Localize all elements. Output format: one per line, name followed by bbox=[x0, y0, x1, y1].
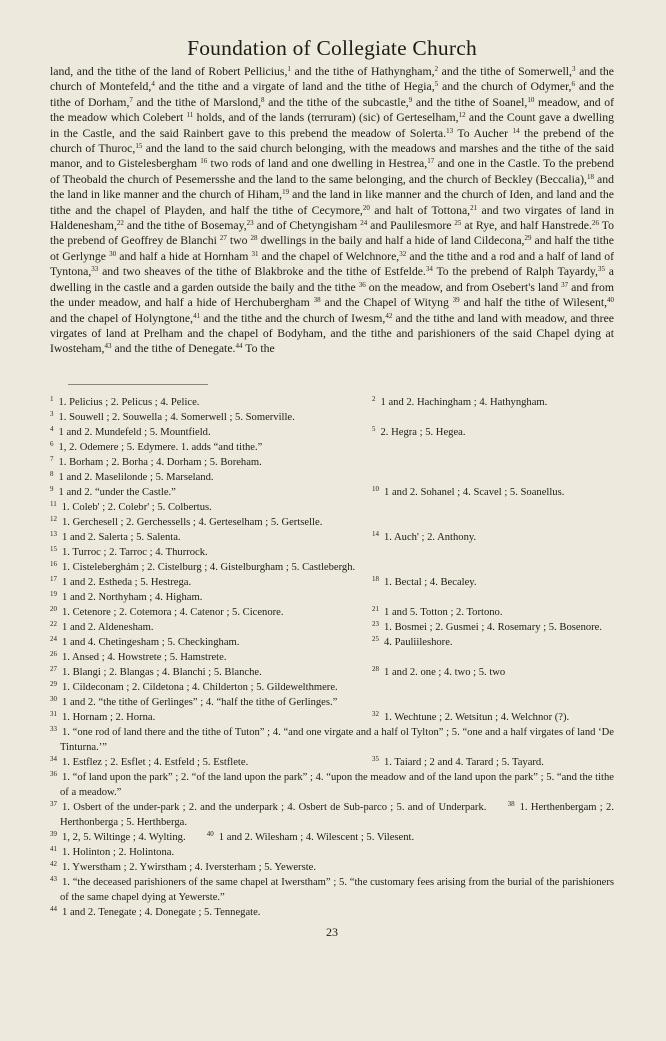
footnote-text: 1. Holinton ; 2. Holintona. bbox=[62, 846, 175, 858]
footnote-text: 1. “of land upon the park” ; 2. “of the land upon the park” ; 4. “upon the meadow and of the land upon the park” ; 5. “and the tithe of a meadow.” bbox=[60, 771, 614, 798]
footnote-ref: 7 bbox=[129, 95, 133, 104]
footnote-ref: 21 bbox=[470, 203, 478, 212]
footnote-number: 1 bbox=[50, 394, 54, 403]
footnote-row bbox=[50, 575, 614, 590]
footnote-text: 1 and 5. Totton ; 2. Tortono. bbox=[384, 606, 503, 618]
text-run: and the tithe and the church of Iwesm, bbox=[200, 311, 386, 325]
footnote-text: 1. Bosmei ; 2. Gusmei ; 4. Rosemary ; 5. Bosenore. bbox=[384, 621, 603, 633]
text-run: and the church of Odymer, bbox=[438, 80, 572, 94]
text-run: two rods of land and one dwelling in Hestrea, bbox=[207, 157, 428, 171]
footnote-text: 1. Cisteleberghám ; 2. Cistelburg ; 4. Gistelburgham ; 5. Castlebergh. bbox=[62, 561, 356, 573]
footnote-number: 32 bbox=[372, 709, 379, 718]
footnote bbox=[50, 830, 614, 845]
text-run: To Aucher bbox=[453, 126, 513, 140]
footnote-ref: 4 bbox=[151, 80, 155, 89]
footnote-text: 1. “the deceased parishioners of the same chapel at Iwerstham” ; 5. “the customary fees arising from the burial of the parishioners of the same chapel dying at Yewerste.” bbox=[60, 876, 614, 903]
text-run: and the tithe of Hathyngham, bbox=[290, 65, 435, 78]
footnote bbox=[372, 710, 614, 725]
footnote-number: 21 bbox=[372, 604, 379, 613]
footnote-ref: 3 bbox=[571, 65, 576, 73]
text-run: and the tithe of the subcastle, bbox=[264, 95, 409, 109]
text-run: and the land in like manner and the church of Hiham, bbox=[50, 172, 615, 202]
text-run: two bbox=[226, 234, 251, 248]
footnote-number: 14 bbox=[372, 529, 379, 538]
footnote-number: 36 bbox=[50, 769, 57, 778]
footnote-number: 28 bbox=[372, 664, 379, 673]
footnote bbox=[372, 425, 614, 440]
text-run: and Paulilesmore bbox=[367, 219, 455, 233]
footnote-number: 40 bbox=[206, 829, 214, 838]
text-run: and the tithe and a rod and a half of land of Tyntona, bbox=[50, 249, 615, 279]
footnote-text: 1 and 2. Wilesham ; 4. Wilescent ; 5. Vilesent. bbox=[218, 831, 415, 843]
footnote-ref: 38 bbox=[313, 296, 321, 305]
footnote-text: 1 and 2. “under the Castle.” bbox=[58, 486, 176, 498]
text-run: and the tithe and land with meadow, and three virgates of land at Prelham and the chapel of Bodyham, and the tithe and parishioners of the said Chapel dying at Iwosteham, bbox=[50, 311, 615, 356]
footnote bbox=[50, 755, 372, 770]
footnote bbox=[50, 515, 614, 530]
footnote-number: 34 bbox=[50, 754, 57, 763]
footnote-number: 35 bbox=[372, 754, 379, 763]
footnote-text: 1. Taiard ; 2 and 4. Tarard ; 5. Tayard. bbox=[384, 756, 544, 768]
text-run: and the tithe and a virgate of land and the tithe of Hegia, bbox=[154, 80, 435, 94]
footnote-number: 2 bbox=[372, 394, 376, 403]
footnote-ref: 10 bbox=[527, 95, 535, 104]
footnote-number: 13 bbox=[50, 529, 57, 538]
footnote bbox=[50, 695, 614, 710]
footnote-row bbox=[50, 710, 614, 725]
footnote-text: 1. Herthenbergam ; 2. Herthonberga ; 5. Herthberga. bbox=[60, 801, 614, 828]
footnote-ref: 15 bbox=[135, 142, 143, 151]
footnote-text: 1 and 2. Estheda ; 5. Hestrega. bbox=[62, 576, 192, 588]
footnote-number: 38 bbox=[507, 799, 515, 808]
text-run: and the Chapel of Wityng bbox=[320, 296, 453, 310]
footnote-ref: 5 bbox=[434, 80, 439, 89]
footnote bbox=[372, 530, 614, 545]
footnote-number: 20 bbox=[50, 604, 57, 613]
text-run: and one in the Castle. To the prebend of Theobald the church of Pesemersshe and the land to the same belonging, and the church of Beckley (Beccalia), bbox=[50, 157, 615, 186]
footnote bbox=[372, 395, 614, 410]
footnote-row bbox=[50, 755, 614, 770]
footnote-number: 10 bbox=[372, 484, 379, 493]
footnote-text: 1, 2, 5. Wiltinge ; 4. Wylting. bbox=[62, 831, 186, 843]
text-run: and two sheaves of the tithe of Blakbroke and the tithe of Estfelde. bbox=[98, 265, 426, 279]
footnote-ref: 40 bbox=[607, 296, 615, 305]
footnote bbox=[50, 440, 614, 455]
text-run: at Rye, and half Hanstrede. bbox=[461, 219, 592, 233]
text-run: and the tithe of Denegate. bbox=[111, 342, 236, 356]
footnote-number: 11 bbox=[50, 499, 57, 508]
footnote-ref: 13 bbox=[446, 126, 454, 135]
footnote-ref: 11 bbox=[186, 111, 194, 120]
footnote-number: 44 bbox=[50, 904, 57, 913]
footnote bbox=[50, 875, 614, 905]
footnote-number: 24 bbox=[50, 634, 57, 643]
footnote-number: 19 bbox=[50, 589, 57, 598]
footnote-ref: 9 bbox=[408, 95, 413, 104]
footnote-ref: 37 bbox=[561, 280, 569, 289]
text-run: To the prebend of Ralph Tayardy, bbox=[432, 265, 598, 279]
footnote-text: 1 and 2. Sohanel ; 4. Scavel ; 5. Soanellus. bbox=[384, 486, 565, 498]
footnote bbox=[50, 455, 614, 470]
footnote-ref: 24 bbox=[360, 219, 368, 228]
footnote-text: 1. Ywerstham ; 2. Ywirstham ; 4. Iversterham ; 5. Yewerste. bbox=[62, 861, 317, 873]
text-run: dwellings in the baily and half a hide of land Cildecona, bbox=[257, 234, 525, 248]
footnote-row bbox=[50, 635, 614, 650]
page-title: Foundation of Collegiate Church bbox=[187, 36, 477, 60]
footnote-number: 43 bbox=[50, 874, 57, 883]
footnote-number: 5 bbox=[372, 424, 376, 433]
footnote-number: 31 bbox=[50, 709, 57, 718]
footnote-text: 1, 2. Odemere ; 5. Edymere. 1. adds “and tithe.” bbox=[58, 441, 263, 453]
footnote-number: 7 bbox=[50, 454, 54, 463]
footnote-ref: 41 bbox=[193, 311, 201, 320]
text-run: and half a hide at Hornham bbox=[116, 249, 252, 263]
footnote-text: 1. Hornam ; 2. Horna. bbox=[62, 711, 156, 723]
footnote-number: 9 bbox=[50, 484, 54, 493]
footnote-number: 22 bbox=[50, 619, 57, 628]
footnote-ref: 34 bbox=[425, 265, 433, 274]
footnote-number: 3 bbox=[50, 409, 54, 418]
footnote-ref: 20 bbox=[362, 203, 370, 212]
footnote-number: 26 bbox=[50, 649, 57, 658]
footnote-number: 23 bbox=[372, 619, 379, 628]
footnote-text: 1. Borham ; 2. Borha ; 4. Dorham ; 5. Boreham. bbox=[58, 456, 262, 468]
page-number: 23 bbox=[326, 924, 338, 939]
footnote-text: 1. Turroc ; 2. Tarroc ; 4. Thurrock. bbox=[62, 546, 208, 558]
footnote-text: 1 and 2. Aldenesham. bbox=[62, 621, 154, 633]
text-run: land, and the tithe of the land of Robert Pellicius, bbox=[50, 65, 288, 78]
footnote bbox=[372, 605, 614, 620]
footnote bbox=[50, 620, 372, 635]
footnote-ref: 36 bbox=[358, 280, 366, 289]
footnote bbox=[50, 395, 372, 410]
footnote bbox=[372, 575, 614, 590]
footnote-number: 12 bbox=[50, 514, 57, 523]
footnote bbox=[372, 665, 614, 680]
footnotes bbox=[50, 395, 614, 920]
footnote-number: 42 bbox=[50, 859, 57, 868]
text-run: and half the tithe of Wilesent, bbox=[459, 296, 608, 310]
footnote-ref: 44 bbox=[235, 342, 243, 351]
footnote-number: 8 bbox=[50, 469, 54, 478]
footnote-row bbox=[50, 620, 614, 635]
footnote-ref: 32 bbox=[399, 249, 407, 258]
footnote bbox=[50, 680, 614, 695]
footnote-number: 25 bbox=[372, 634, 379, 643]
footnote-text: 1 and 2. Northyham ; 4. Higham. bbox=[62, 591, 203, 603]
text-run: a dwelling in the castle and a garden outside the baily and the tithe bbox=[50, 265, 614, 294]
footnote bbox=[50, 650, 614, 665]
footnote-ref: 2 bbox=[434, 65, 439, 73]
footnote-ref: 26 bbox=[591, 219, 599, 228]
footnote-text: 1 and 2. Maselilonde ; 5. Marseland. bbox=[58, 471, 214, 483]
footnote-text: 2. Hegra ; 5. Hegea. bbox=[380, 426, 466, 438]
footnote bbox=[372, 620, 614, 635]
text-run: and two virgates of land in Haldenesham, bbox=[50, 203, 614, 233]
footnote bbox=[50, 635, 372, 650]
text-run: and the land in like manner and the church of Iden, and land and the tithe and the chapel of Playden, and half the tithe of Cecymore, bbox=[50, 188, 614, 217]
footnote-text: 1. Cildeconam ; 2. Cildetona ; 4. Childerton ; 5. Gildewelthmere. bbox=[62, 681, 338, 693]
footnote-row bbox=[50, 530, 614, 545]
footnote-number: 33 bbox=[50, 724, 57, 733]
footnote-text: 1. Coleb' ; 2. Colebr' ; 5. Colbertus. bbox=[61, 501, 212, 513]
footnote-row bbox=[50, 605, 614, 620]
text-run: and the Count gave a dwelling in the Castle, and the said Rainbert gave to this prebend the meadow of Solerta. bbox=[50, 111, 615, 140]
text-run: holds, and of the lands (terruram) (sic) of Gerteselham, bbox=[193, 111, 459, 125]
footnote-row bbox=[50, 395, 614, 410]
footnote-row bbox=[50, 485, 614, 500]
footnote-number: 29 bbox=[50, 679, 57, 688]
footnote-ref: 29 bbox=[524, 234, 532, 243]
text-run: and of Chetyngisham bbox=[253, 219, 361, 233]
footnote bbox=[50, 410, 614, 425]
footnote-text: 1 and 2. Salerta ; 5. Salenta. bbox=[62, 531, 181, 543]
footnote-number: 39 bbox=[50, 829, 57, 838]
footnote-number: 6 bbox=[50, 439, 54, 448]
footnote bbox=[372, 635, 614, 650]
footnote-ref: 39 bbox=[452, 296, 460, 305]
footnote-ref: 22 bbox=[116, 219, 124, 228]
footnote-text: 1. Gerchesell ; 2. Gerchessells ; 4. Gerteselham ; 5. Gertselle. bbox=[62, 516, 323, 528]
text-run: and the tithe of Bosemay, bbox=[123, 219, 247, 233]
footnote-text: 1. Auch' ; 2. Anthony. bbox=[384, 531, 477, 543]
text-run: and the tithe of Marslond, bbox=[132, 95, 262, 109]
text-run: and the chapel of Holyngtone, bbox=[50, 311, 194, 325]
footnote-ref: 1 bbox=[287, 65, 291, 73]
footnote-ref: 43 bbox=[104, 342, 112, 351]
text-run: and the chapel of Welchnore, bbox=[258, 249, 400, 263]
text-run: and halt of Tottona, bbox=[369, 203, 471, 217]
text-run: the prebend of the church of Thuroc, bbox=[50, 126, 615, 156]
footnote-text: 1. Ansed ; 4. Howstrete ; 5. Hamstrete. bbox=[62, 651, 227, 663]
footnote-number: 4 bbox=[50, 424, 54, 433]
footnote-text: 1. Cetenore ; 2. Cotemora ; 4. Catenor ; 5. Cicenore. bbox=[62, 606, 284, 618]
footnote bbox=[372, 485, 614, 500]
footnote bbox=[50, 905, 614, 920]
footnote bbox=[50, 770, 614, 800]
text-run: on the meadow, and from Osebert's land bbox=[365, 280, 562, 294]
footnote bbox=[50, 860, 614, 875]
text-run: and half the tithe ot Gerlynge bbox=[50, 234, 614, 263]
footnote-ref: 12 bbox=[458, 111, 466, 120]
footnote bbox=[50, 590, 614, 605]
footnote bbox=[50, 560, 614, 575]
footnote-text: 1. Pelicius ; 2. Pelicus ; 4. Pelice. bbox=[58, 396, 200, 408]
footnote-number: 16 bbox=[50, 559, 57, 568]
footnote bbox=[50, 485, 372, 500]
footnote-divider bbox=[68, 384, 208, 385]
text-run: and the church of Montefeld, bbox=[50, 65, 615, 94]
footnote-text: 4. Pauliileshore. bbox=[384, 636, 453, 648]
footnote-number: 30 bbox=[50, 694, 57, 703]
footnote-ref: 14 bbox=[512, 126, 520, 135]
footnote-ref: 19 bbox=[282, 188, 290, 197]
footnote-ref: 8 bbox=[261, 95, 265, 104]
footnote bbox=[372, 755, 614, 770]
footnote-text: 1 and 2. Mundefeld ; 5. Mountfield. bbox=[58, 426, 211, 438]
footnote-text: 1. Blangi ; 2. Blangas ; 4. Blanchi ; 5. Blanche. bbox=[62, 666, 262, 678]
footnote bbox=[50, 425, 372, 440]
footnote-number: 27 bbox=[50, 664, 57, 673]
footnote-text: 1 and 2. Hachingham ; 4. Hathyngham. bbox=[380, 396, 548, 408]
footnote-ref: 23 bbox=[246, 219, 254, 228]
footnote bbox=[50, 845, 614, 860]
footnote-text: 1. Bectal ; 4. Becaley. bbox=[384, 576, 477, 588]
footnote-ref: 28 bbox=[250, 234, 258, 243]
footnote-text: 1 and 2. “the tithe of Gerlinges” ; 4. “half the tithe of Gerlinges.” bbox=[62, 696, 338, 708]
text-run: meadow, and of the meadow which Colebert bbox=[50, 95, 614, 125]
footnote-ref: 18 bbox=[586, 172, 594, 181]
text-run: and from the under meadow, and half a hide of Herchubergham bbox=[50, 280, 614, 310]
footnote-ref: 31 bbox=[251, 249, 259, 258]
text-run: and the tithe of Somerwell, bbox=[438, 65, 572, 78]
footnote bbox=[50, 710, 372, 725]
footnote-row bbox=[50, 425, 614, 440]
footnote-ref: 42 bbox=[385, 311, 393, 320]
footnote-number: 37 bbox=[50, 799, 57, 808]
footnote bbox=[50, 470, 614, 485]
body-paragraph bbox=[50, 64, 614, 357]
footnote bbox=[50, 800, 614, 830]
footnote-ref: 6 bbox=[571, 80, 575, 89]
footnote-number: 18 bbox=[372, 574, 379, 583]
footnote-text: 1. “one rod of land there and the tithe of Tuton” ; 4. “and one virgate and a half ol Tylton” ; 5. “one and a half virgates of land ‘De Tinturna.’” bbox=[60, 726, 614, 753]
footnote bbox=[50, 500, 614, 515]
footnote-ref: 27 bbox=[219, 234, 227, 243]
footnote-ref: 16 bbox=[200, 157, 208, 166]
footnote bbox=[50, 545, 614, 560]
footnote-text: 1. Souwell ; 2. Souwella ; 4. Somerwell ; 5. Somerville. bbox=[58, 411, 295, 423]
footnote-number: 17 bbox=[50, 574, 57, 583]
text-run: and the land to the said church belonging, with the meadows and marshes and the tithe of the said manor, and to Gistelesbergham bbox=[50, 142, 614, 171]
footnote-text: 1. Estflez ; 2. Esflet ; 4. Estfeld ; 5. Estflete. bbox=[62, 756, 249, 768]
footnote bbox=[50, 725, 614, 755]
footnote-row bbox=[50, 665, 614, 680]
footnote bbox=[50, 605, 372, 620]
footnote-ref: 35 bbox=[597, 265, 605, 274]
footnote-text: 1 and 4. Chetingesham ; 5. Checkingham. bbox=[62, 636, 240, 648]
footnote-text: 1. Osbert of the under-park ; 2. and the underpark ; 4. Osbert de Sub-parco ; 5. and of Underpark. bbox=[62, 801, 487, 813]
footnote-text: 1 and 2. one ; 4. two ; 5. two bbox=[384, 666, 506, 678]
text-run: and the tithe of Soanel, bbox=[412, 95, 528, 109]
footnote-ref: 33 bbox=[91, 265, 99, 274]
text-run: To the prebend of Geoffrey de Blanchi bbox=[50, 219, 614, 248]
footnote bbox=[50, 530, 372, 545]
text-run: To the bbox=[242, 342, 275, 356]
footnote-ref: 17 bbox=[427, 157, 435, 166]
footnote bbox=[50, 665, 372, 680]
footnote-number: 15 bbox=[50, 544, 57, 553]
footnote bbox=[50, 575, 372, 590]
text-run: and the tithe of Dorham, bbox=[50, 80, 615, 109]
footnote-text: 1 and 2. Tenegate ; 4. Donegate ; 5. Tennegate. bbox=[62, 906, 261, 918]
footnote-number: 41 bbox=[50, 844, 57, 853]
footnote-ref: 25 bbox=[454, 219, 462, 228]
footnote-text: 1. Wechtune ; 2. Wetsitun ; 4. Welchnor (?). bbox=[384, 711, 570, 723]
footnote-ref: 30 bbox=[109, 249, 117, 258]
